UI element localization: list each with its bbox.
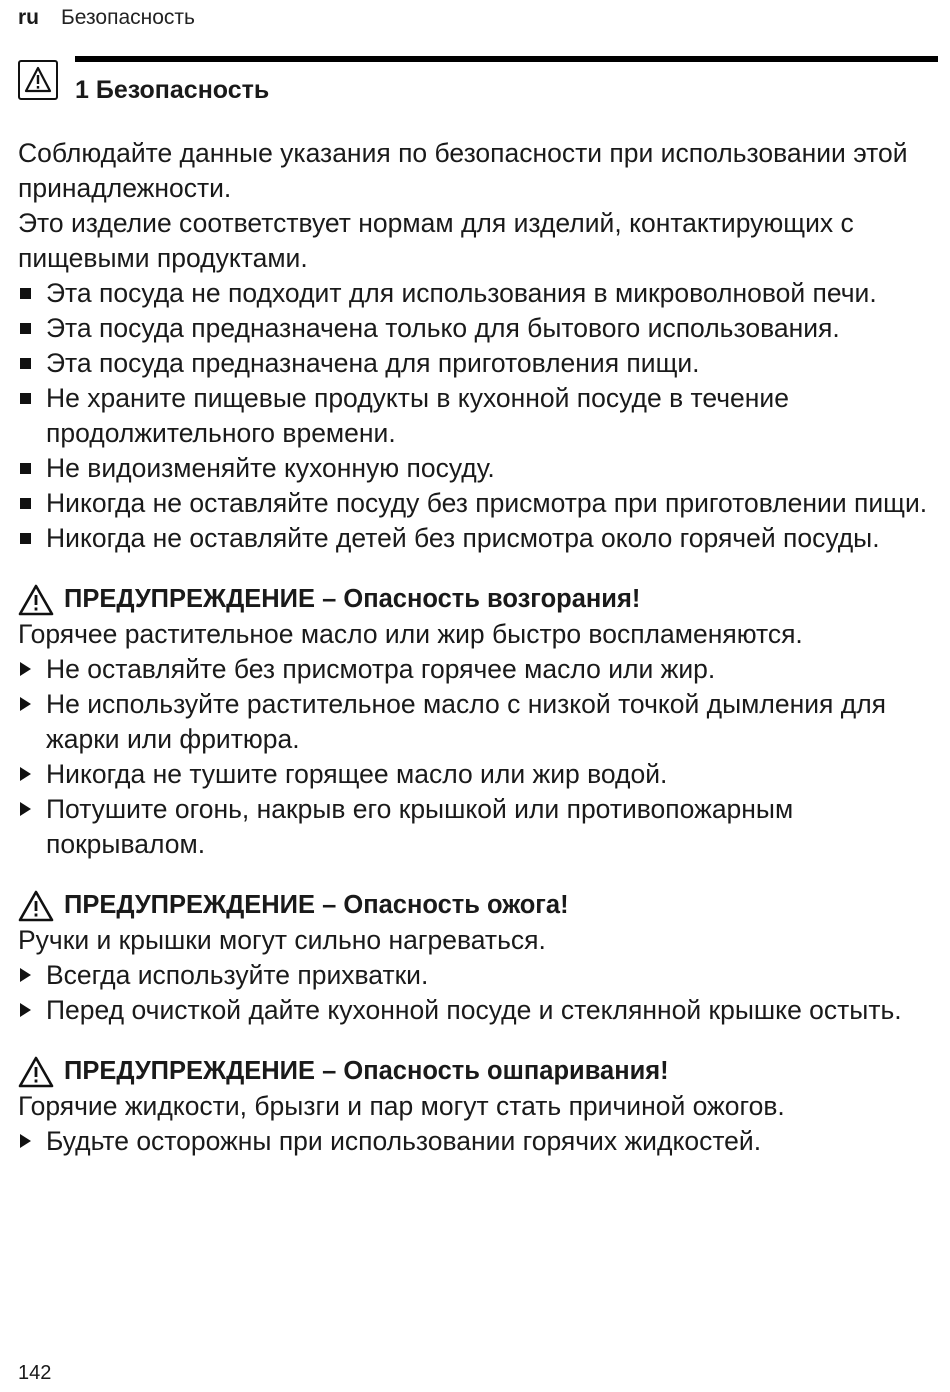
warning-text: Горячее растительное масло или жир быстро воспламеняются. [18,619,803,649]
steps-list [18,958,934,1028]
arrow-bullet-icon [20,968,31,982]
square-bullet-icon [20,323,31,334]
list-item: Перед очисткой дайте кухонной посуде и стеклянной крышке остыть. [18,993,934,1028]
warning-text: Ручки и крышки могут сильно нагреваться. [18,925,546,955]
warning-triangle-icon [18,1056,54,1088]
list-item: Никогда не оставляйте детей без присмотра около горячей посуды. [18,521,934,556]
list-item: Не видоизменяйте кухонную посуду. [18,451,934,486]
section-rule [75,56,938,62]
list-item: Эта посуда предназначена для приготовления пищи. [18,346,934,381]
warning-text: Горячие жидкости, брызги и пар могут стать причиной ожогов. [18,1091,785,1121]
section-title: 1 Безопасность [75,76,270,104]
rules-list [18,276,934,556]
list-item: Эта посуда не подходит для использования в микроволновой печи. [18,276,934,311]
list-item: Не оставляйте без присмотра горячее масло или жир. [18,652,934,687]
list-item: Всегда используйте прихватки. [18,958,934,993]
running-header-section: Безопасность [61,6,195,29]
steps-list [18,1124,934,1159]
warning-burn [18,888,934,1028]
arrow-bullet-icon [20,802,31,816]
arrow-bullet-icon [20,697,31,711]
square-bullet-icon [20,358,31,369]
arrow-bullet-icon [20,767,31,781]
language-code: ru [18,6,39,29]
square-bullet-icon [20,393,31,404]
list-item: Эта посуда предназначена только для бытового использования. [18,311,934,346]
arrow-bullet-icon [20,1134,31,1148]
content [18,136,934,1159]
warning-title: ПРЕДУПРЕЖДЕНИЕ – Опасность ожога! [18,888,934,923]
arrow-bullet-icon [20,1003,31,1017]
arrow-bullet-icon [20,662,31,676]
intro-paragraph: Это изделие соответствует нормам для изделий, контактирующих с пищевыми продуктами. [18,208,854,273]
running-header [18,6,195,30]
warning-title: ПРЕДУПРЕЖДЕНИЕ – Опасность ошпаривания! [18,1054,934,1089]
square-bullet-icon [20,288,31,299]
warning-triangle-icon [18,584,54,616]
warning-triangle-icon [18,890,54,922]
list-item: Не используйте растительное масло с низкой точкой дымления для жарки или фритюра. [18,687,934,757]
square-bullet-icon [20,498,31,509]
warning-scald [18,1054,934,1159]
warning-triangle-icon [24,66,52,94]
list-item: Будьте осторожны при использовании горячих жидкостей. [18,1124,934,1159]
section-heading [18,56,938,116]
intro-paragraph: Соблюдайте данные указания по безопасности при использовании этой принадлежности. [18,138,908,203]
list-item: Потушите огонь, накрыв его крышкой или противопожарным покрывалом. [18,792,934,862]
warning-box-icon [18,60,58,100]
square-bullet-icon [20,533,31,544]
warning-fire [18,582,934,862]
square-bullet-icon [20,463,31,474]
list-item: Не храните пищевые продукты в кухонной посуде в течение продолжительного времени. [18,381,934,451]
list-item: Никогда не тушите горящее масло или жир водой. [18,757,934,792]
steps-list [18,652,934,862]
warning-title: ПРЕДУПРЕЖДЕНИЕ – Опасность возгорания! [18,582,934,617]
list-item: Никогда не оставляйте посуду без присмотра при приготовлении пищи. [18,486,934,521]
page-number: 142 [18,1362,52,1384]
